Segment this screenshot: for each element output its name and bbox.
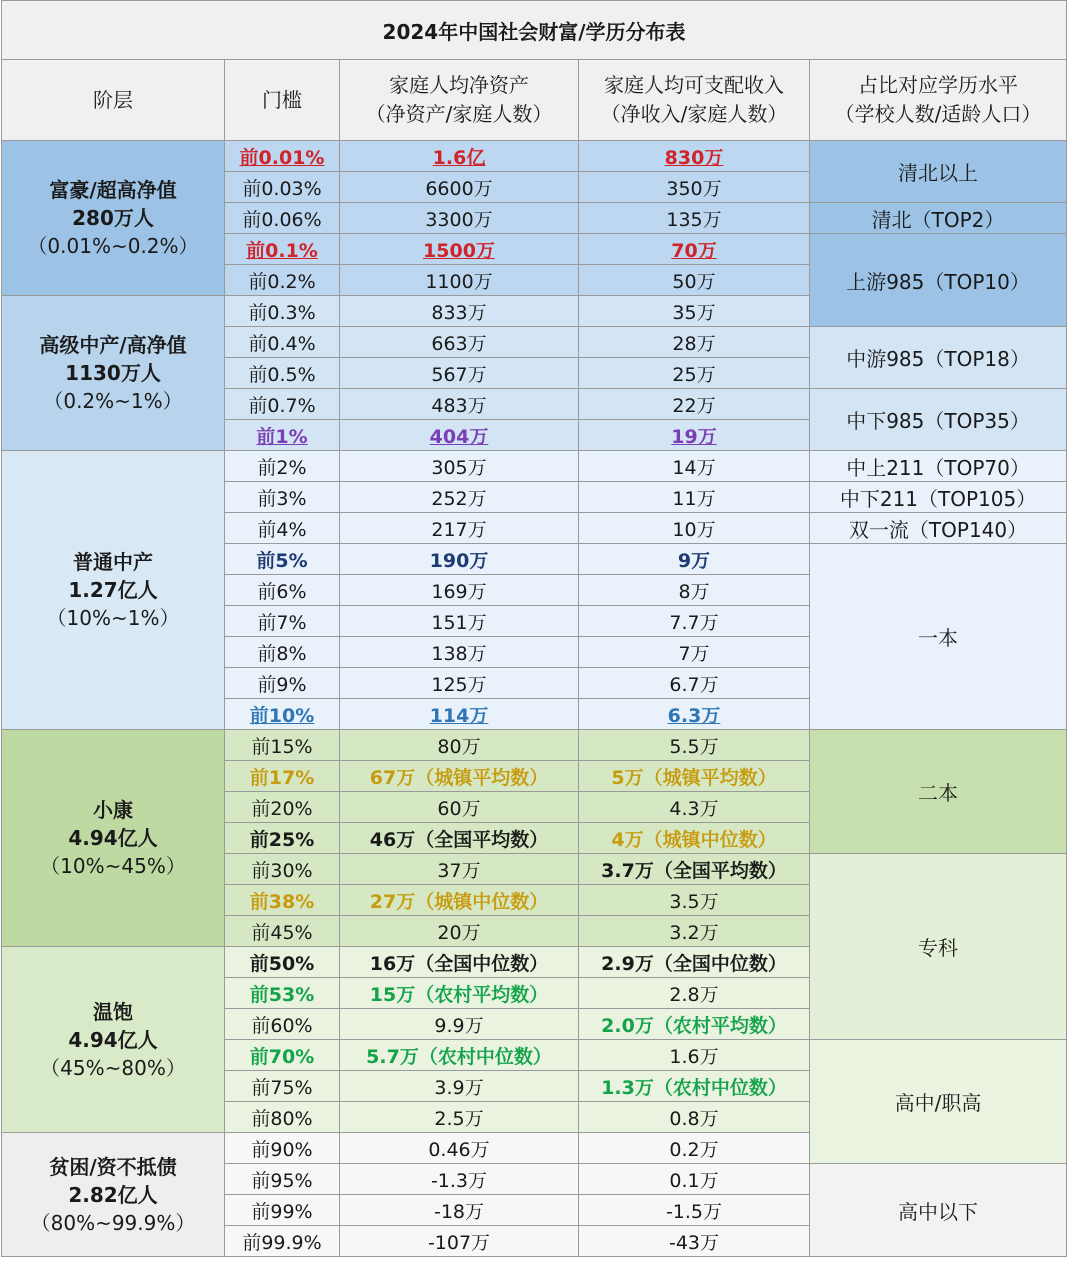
income-cell: 7.7万: [579, 606, 810, 637]
income-cell: -1.5万: [579, 1195, 810, 1226]
tier-middle: 普通中产 1.27亿人 （10%~1%）: [2, 451, 225, 730]
assets-cell: 151万: [340, 606, 579, 637]
income-cell: 0.8万: [579, 1102, 810, 1133]
threshold-cell: 前99.9%: [225, 1226, 340, 1257]
threshold-cell: 前0.2%: [225, 265, 340, 296]
income-cell: 9万: [579, 544, 810, 575]
edu-cell: 清北以上: [810, 141, 1067, 203]
income-cell: 3.5万: [579, 885, 810, 916]
income-cell: 2.0万（农村平均数）: [579, 1009, 810, 1040]
tier-wealthy: 富豪/超高净值 280万人 （0.01%~0.2%）: [2, 141, 225, 296]
threshold-cell: 前8%: [225, 637, 340, 668]
threshold-cell: 前90%: [225, 1133, 340, 1164]
assets-cell: 3.9万: [340, 1071, 579, 1102]
assets-cell: 37万: [340, 854, 579, 885]
threshold-cell: 前30%: [225, 854, 340, 885]
income-cell: 4万（城镇中位数）: [579, 823, 810, 854]
threshold-cell: 前6%: [225, 575, 340, 606]
edu-cell: 中上211（TOP70）: [810, 451, 1067, 482]
assets-cell: -1.3万: [340, 1164, 579, 1195]
tier-wenbao: 温饱 4.94亿人 （45%~80%）: [2, 947, 225, 1133]
threshold-cell: 前0.7%: [225, 389, 340, 420]
assets-cell: 60万: [340, 792, 579, 823]
income-cell: -43万: [579, 1226, 810, 1257]
assets-cell: -18万: [340, 1195, 579, 1226]
assets-cell: 483万: [340, 389, 579, 420]
income-cell: 6.3万: [579, 699, 810, 730]
assets-cell: 2.5万: [340, 1102, 579, 1133]
assets-cell: 114万: [340, 699, 579, 730]
income-cell: 3.2万: [579, 916, 810, 947]
assets-cell: 5.7万（农村中位数）: [340, 1040, 579, 1071]
edu-cell: 清北（TOP2）: [810, 203, 1067, 234]
income-cell: 350万: [579, 172, 810, 203]
income-cell: 830万: [579, 141, 810, 172]
assets-cell: 20万: [340, 916, 579, 947]
assets-cell: 80万: [340, 730, 579, 761]
threshold-cell: 前0.3%: [225, 296, 340, 327]
income-cell: 50万: [579, 265, 810, 296]
header-threshold: 门槛: [225, 60, 340, 141]
threshold-cell: 前7%: [225, 606, 340, 637]
edu-cell: 一本: [810, 544, 1067, 730]
assets-cell: 663万: [340, 327, 579, 358]
income-cell: 25万: [579, 358, 810, 389]
income-cell: 135万: [579, 203, 810, 234]
threshold-cell: 前80%: [225, 1102, 340, 1133]
assets-cell: 27万（城镇中位数）: [340, 885, 579, 916]
threshold-cell: 前3%: [225, 482, 340, 513]
threshold-cell: 前0.01%: [225, 141, 340, 172]
income-cell: 4.3万: [579, 792, 810, 823]
assets-cell: 1500万: [340, 234, 579, 265]
threshold-cell: 前10%: [225, 699, 340, 730]
header-assets: 家庭人均净资产 （净资产/家庭人数）: [340, 60, 579, 141]
threshold-cell: 前4%: [225, 513, 340, 544]
assets-cell: 15万（农村平均数）: [340, 978, 579, 1009]
threshold-cell: 前15%: [225, 730, 340, 761]
income-cell: 70万: [579, 234, 810, 265]
edu-cell: 双一流（TOP140）: [810, 513, 1067, 544]
threshold-cell: 前9%: [225, 668, 340, 699]
threshold-cell: 前0.4%: [225, 327, 340, 358]
income-cell: 0.2万: [579, 1133, 810, 1164]
threshold-cell: 前20%: [225, 792, 340, 823]
assets-cell: 1100万: [340, 265, 579, 296]
edu-cell: 高中/职高: [810, 1040, 1067, 1164]
edu-cell: 高中以下: [810, 1164, 1067, 1257]
header-tier: 阶层: [2, 60, 225, 141]
tier-upper-middle: 高级中产/高净值 1130万人 （0.2%~1%）: [2, 296, 225, 451]
edu-cell: 上游985（TOP10）: [810, 234, 1067, 327]
income-cell: 0.1万: [579, 1164, 810, 1195]
threshold-cell: 前17%: [225, 761, 340, 792]
assets-cell: 16万（全国中位数）: [340, 947, 579, 978]
assets-cell: 67万（城镇平均数）: [340, 761, 579, 792]
income-cell: 11万: [579, 482, 810, 513]
income-cell: 1.6万: [579, 1040, 810, 1071]
assets-cell: 217万: [340, 513, 579, 544]
threshold-cell: 前0.03%: [225, 172, 340, 203]
edu-cell: 中下985（TOP35）: [810, 389, 1067, 451]
tier-xiaokang: 小康 4.94亿人 （10%~45%）: [2, 730, 225, 947]
assets-cell: -107万: [340, 1226, 579, 1257]
threshold-cell: 前60%: [225, 1009, 340, 1040]
assets-cell: 252万: [340, 482, 579, 513]
income-cell: 14万: [579, 451, 810, 482]
threshold-cell: 前0.06%: [225, 203, 340, 234]
assets-cell: 567万: [340, 358, 579, 389]
income-cell: 3.7万（全国平均数）: [579, 854, 810, 885]
income-cell: 22万: [579, 389, 810, 420]
header-education: 占比对应学历水平 （学校人数/适龄人口）: [810, 60, 1067, 141]
table-title: 2024年中国社会财富/学历分布表: [2, 1, 1067, 60]
income-cell: 1.3万（农村中位数）: [579, 1071, 810, 1102]
header-income: 家庭人均可支配收入 （净收入/家庭人数）: [579, 60, 810, 141]
assets-cell: 169万: [340, 575, 579, 606]
assets-cell: 0.46万: [340, 1133, 579, 1164]
tier-poor: 贫困/资不抵债 2.82亿人 （80%~99.9%）: [2, 1133, 225, 1257]
income-cell: 8万: [579, 575, 810, 606]
assets-cell: 305万: [340, 451, 579, 482]
assets-cell: 1.6亿: [340, 141, 579, 172]
assets-cell: 190万: [340, 544, 579, 575]
income-cell: 19万: [579, 420, 810, 451]
income-cell: 7万: [579, 637, 810, 668]
threshold-cell: 前99%: [225, 1195, 340, 1226]
income-cell: 5.5万: [579, 730, 810, 761]
income-cell: 35万: [579, 296, 810, 327]
assets-cell: 138万: [340, 637, 579, 668]
threshold-cell: 前5%: [225, 544, 340, 575]
income-cell: 28万: [579, 327, 810, 358]
threshold-cell: 前25%: [225, 823, 340, 854]
edu-cell: 专科: [810, 854, 1067, 1040]
edu-cell: 中下211（TOP105）: [810, 482, 1067, 513]
assets-cell: 125万: [340, 668, 579, 699]
income-cell: 6.7万: [579, 668, 810, 699]
threshold-cell: 前0.1%: [225, 234, 340, 265]
income-cell: 10万: [579, 513, 810, 544]
threshold-cell: 前75%: [225, 1071, 340, 1102]
threshold-cell: 前53%: [225, 978, 340, 1009]
assets-cell: 833万: [340, 296, 579, 327]
threshold-cell: 前2%: [225, 451, 340, 482]
threshold-cell: 前70%: [225, 1040, 340, 1071]
income-cell: 5万（城镇平均数）: [579, 761, 810, 792]
wealth-education-table: [1, 0, 1067, 1257]
assets-cell: 404万: [340, 420, 579, 451]
edu-cell: 二本: [810, 730, 1067, 854]
threshold-cell: 前0.5%: [225, 358, 340, 389]
income-cell: 2.8万: [579, 978, 810, 1009]
assets-cell: 9.9万: [340, 1009, 579, 1040]
threshold-cell: 前95%: [225, 1164, 340, 1195]
assets-cell: 6600万: [340, 172, 579, 203]
income-cell: 2.9万（全国中位数）: [579, 947, 810, 978]
threshold-cell: 前38%: [225, 885, 340, 916]
edu-cell: 中游985（TOP18）: [810, 327, 1067, 389]
threshold-cell: 前45%: [225, 916, 340, 947]
threshold-cell: 前1%: [225, 420, 340, 451]
assets-cell: 46万（全国平均数）: [340, 823, 579, 854]
assets-cell: 3300万: [340, 203, 579, 234]
threshold-cell: 前50%: [225, 947, 340, 978]
